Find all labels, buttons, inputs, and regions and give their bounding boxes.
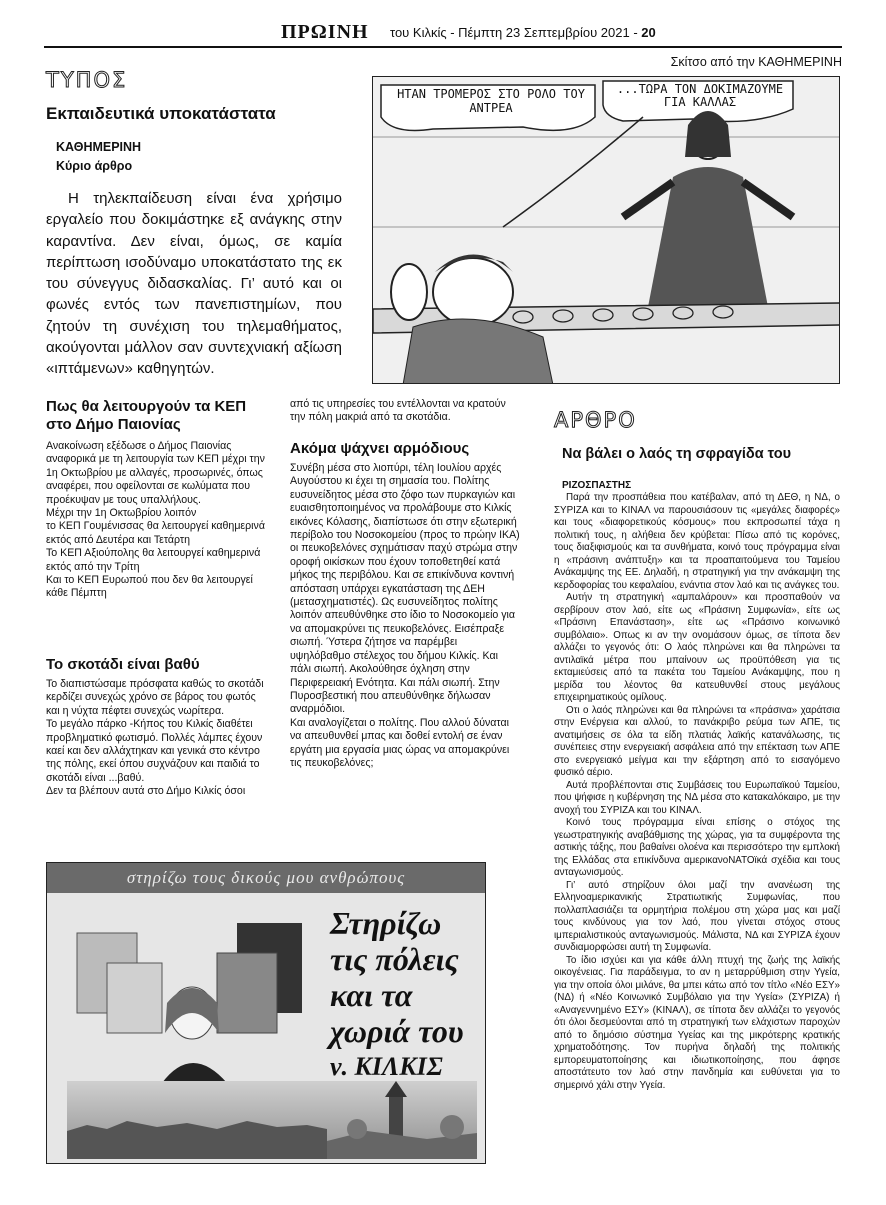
ad-line3: και τα [330,977,413,1013]
arthro-p7: Το ίδιο ισχύει και για κάθε άλλη πτυχή της ζωής της λαϊκής οικογένειας. Για παράδειγμα, το αν η μεταρρύθμιση στην Υγεία, για την οποία όλοι μιλάνε, θα μπει κάτω από τον τίτλο «Νέο ΕΣΥ» (ΝΔ) ή «Νέο Κοινωνικό Συμβόλαιο για την Υγεία» (ΣΥΡΙΖΑ) ή «Αναγεννημένο ΕΣΥ» (ΚΙΝΑΛ), σε τίποτα δεν αλλάζει το γεγονός ότι όλοι δεσμεύονται από τη στρατηγική των ελάχιστων παροχών από το δημόσιο σύστημα Υγείας και της μικρότερης κρατικής χρηματοδότησης. Τον πυρήνα δηλαδή της πολιτικής εμπορευματοποίησης και ιδιωτικοποίησης, που άφησε αποστάτευτο τον λαό στην πανδημία και ευθύνεται για το σημερινό χάλι στην Υγεία. [554,954,840,1091]
typos-subsource: Κύριο άρθρο [56,159,133,173]
typos-body: Η τηλεκπαίδευση είναι ένα χρήσιμο εργαλείο που δοκιμάστηκε εξ ανάγκης στην καραντίνα. Δεν είναι, όμως, σε καμία περίπτωση ισοδύναμο υποκατάστατο της εκ του σύνεγγυς διδασκαλίας. Γι’ αυτό και οι φωνές εντός των πανεπιστημίων, που ζητούν τη συνέχιση του τηλεμαθήματος, ακούγονται μάλλον σαν συντεχνιακή αξίωση «ιπτάμενων» καθηγητών. [46,190,342,378]
cartoon-bubble-right: ...ΤΩΡΑ ΤΟΝ ΔΟΚΙΜΑΖΟΥΜΕ ΓΙΑ ΚΑΛΛΑΣ [616,82,784,109]
arthro-p4: Αυτά προβλέπονται στις Συμβάσεις του Ευρωπαϊκού Ταμείου, που ψήφισε η κυβέρνηση της ΝΔ μέσα στο κατακαλόκαιρο, με την ανοχή του ΣΥΡΙΖΑ και του ΚΙΝΑΛ. [554,779,840,816]
armodious-p1: Συνέβη μέσα στο λιοπύρι, τέλη Ιουλίου αρχές Αυγούστου κι έχει τη σημασία του. Πολίτης ευσυνείδητος μέσα στο ζόφο των πυρκαγιών και ευαισθητοποιημένος να προλάβουμε στο Κιλκίς εικόνες Κόλασης, διαπίστωσε ότι στην εξωτερική περίβολο του Νοσοκομείου (προς το πρώην ΙΚΑ) οι πευκοβελόνες σχημάτισαν παχύ στρώμα στην οροφή οικίσκων που έχουν τοποθετηθεί κατά μήκος της περιβόλου. Και σε επικίνδυνα κοντινή απόσταση υπάρχει εγκατάσταση της ΔΕΗ (μετασχηματιστές). Ως ευσυνείδητος πολίτης λοιπόν απευθύνθηκε στο ίδιο το Νοσοκομείο για να απομακρύνει τις πευκοβελόνες. Εισέπραξε σιωπή. Ύστερα ζήτησε να παρέμβει υψηλόβαθμο στέλεχος του δήμου Κιλκίς. Και πάλι σιωπή. Ακολούθησε όχληση στην Περιφερειακή Ενότητα. Και πάλι σιωπή. Στην Πυροσβεστική που απευθύνθηκε δήλωσαν αναρμόδιοι. [290,462,520,716]
ad-line2: τις πόλεις [330,941,459,977]
arthro-p1: Παρά την προσπάθεια που κατέβαλαν, από τη ΔΕΘ, η ΝΔ, ο ΣΥΡΙΖΑ και το ΚΙΝΑΛ να παρουσιάσουν τις «μεγάλες διαφορές» και τους «διαφορετικούς κόσμους» που εκπροσωπεί τάχα η πολιτική τους, η αλήθεια δεν κρύβεται: Πίσω από τις κορόνες, τους διαξιφισμούς και τα συνθήματα, κοινό τους πρόγραμμα είναι η «πράσινη ανάπτυξη» και τα προαπαιτούμενα του Ταμείου Ανάκαμψης της ΕΕ. Δηλαδή, η στρατηγική για την ανάκαμψη της κερδοφορίας του κεφαλαίου, ενάντια στον λαό και τις ανάγκες του. [554,492,840,591]
advertisement [46,862,486,1164]
skotadi-p1: Το διαπιστώσαμε πρόσφατα καθώς το σκοτάδι κερδίζει συνεχώς χρόνο σε βάρος του φωτός και η νύχτα πέφτει συνεχώς νωρίτερα. [46,678,264,717]
ad-line1: Στηρίζω [330,905,442,941]
cartoon-bubble-left: ΗΤΑΝ ΤΡΟΜΕΡΟΣ ΣΤΟ ΡΟΛΟ ΤΟΥ ΑΝΤΡΕΑ [397,87,585,115]
kep-body [46,440,272,601]
ad-line5: ν. ΚΙΛΚΙΣ [330,1052,443,1081]
arthro-p3: Οτι ο λαός πληρώνει και θα πληρώνει τα «πράσινα» χαράτσια στην Ενέργεια και αλλού, το πανάκριβο ρεύμα των ΑΠΕ, τις ανατιμήσεις σε όλα τα είδη πλατιάς λαϊκής κατανάλωσης, τις συνέπειες στην ενεργειακή ασφάλεια από την επέκταση των ΑΠΕ στο ενεργειακό μείγμα και την εξάρτηση από το εισαγόμενο φυσικό αέριο. [554,704,840,778]
arthro-body [554,492,840,1092]
sketch-source: Σκίτσο από την ΚΑΘΗΜΕΡΙΝΗ [670,55,842,69]
page-number: 20 [641,25,656,40]
header-dateline-text: του Κιλκίς - Πέμπτη 23 Σεπτεμβρίου 2021 - [390,25,638,40]
skotadi-title: Το σκοτάδι είναι βαθύ [46,656,200,673]
shopping-woman-image [67,903,317,1083]
page-header [44,18,842,48]
typos-source: ΚΑΘΗΜΕΡΙΝΗ [56,140,142,154]
city-skyline [67,1081,477,1159]
kep-title [46,398,246,434]
skotadi-p3: Δεν τα βλέπουν αυτά στο Δήμο Κιλκίς όσοι [46,785,246,798]
kep-p2: Μέχρι την 1η Οκτωβρίου λοιπόν [46,507,197,520]
kep-title-line1: Πως θα λειτουργούν τα ΚΕΠ [46,398,247,415]
arthro-source: ΡΙΖΟΣΠΑΣΤΗΣ [562,480,632,491]
kep-p3: το ΚΕΠ Γουμένισσας θα λειτουργεί καθημερινά εκτός από Δευτέρα και Τετάρτη [46,520,265,546]
ad-headline [330,905,480,1085]
armodious-title: Ακόμα ψάχνει αρμόδιους [290,440,470,457]
skotadi-body [46,678,272,799]
skotadi-p2: Το μεγάλο πάρκο -Κήπος του Κιλκίς διαθέτει προβληματικό φωτισμό. Πολλές λάμπες έχουν καεί και δεν αλλάχτηκαν και γενικά στο κέντρο της πόλης, εκεί όπου συχνάζουν και παιδιά το σκοτάδι είναι ...βαθύ. [46,718,263,784]
kep-p1: Ανακοίνωση εξέδωσε ο Δήμος Παιονίας αναφορικά με τη λειτουργία των ΚΕΠ μέχρι την 1η Οκτωβρίου με αλλαγές, προσωρινές, όπως αναφέρει, που οφείλονται σε κωλύματα που προέκυψαν με τους υπαλλήλους. [46,440,265,506]
ad-line4: χωριά του [330,1013,464,1049]
cartoon [372,76,840,384]
typos-section-label: ΤΥΠΟΣ [46,68,128,92]
arthro-p6: Γι’ αυτό στηρίζουν όλοι μαζί την ανανέωση της Ελληνοαμερικανικής Στρατιωτικής Συμφωνίας, που πολλαπλασιάζει τα ορμητήρια πολέμου στη χώρα μας και μαζί τους κινδύνους για τον λαό, που γίνεται στόχος στους ιμπεριαλιστικούς ανταγωνισμούς. Μάλιστα, ΝΔ και ΣΥΡΙΖΑ έχουν συνδιαμορφώσει αυτή τη Συμφωνία. [554,879,840,953]
arthro-section-label: ΑΡΘΡΟ [554,408,637,432]
header-dateline [390,25,656,40]
arthro-title: Να βάλει ο λαός τη σφραγίδα του [562,446,792,462]
ad-tagline: στηρίζω τους δικούς μου ανθρώπους [47,863,485,893]
masthead: ΠΡΩΙΝΗ [281,21,369,43]
city-photo [67,1081,477,1159]
typos-title: Εκπαιδευτικά υποκατάστατα [46,104,276,123]
cartoon-drawing [373,77,840,384]
skotadi-continued: από τις υπηρεσίες του εντέλλονται να κρατούν την πόλη μακριά από τα σκοτάδια. [290,398,506,424]
kep-title-line2: στο Δήμο Παιονίας [46,416,181,433]
arthro-p5: Κοινό τους πρόγραμμα είναι επίσης ο στόχος της γεωστρατηγικής αναβάθμισης της χώρας, για τα συμφέροντα της αστικής τάξης, που βαθαίνει ολοένα και περισσότερο την εμπλοκή της Ελλάδας στα επικίνδυνα αμερικανοΝΑΤΟϊκά σχέδια και τους ανταγωνισμούς. [554,817,840,878]
kep-p5: Και το ΚΕΠ Ευρωπού που δεν θα λειτουργεί κάθε Πέμπτη [46,574,253,600]
kep-p4: Το ΚΕΠ Αξιούπολης θα λειτουργεί καθημερινά εκτός από την Τρίτη [46,547,261,573]
armodious-p2: Και αναλογίζεται ο πολίτης. Που αλλού δύναται να απευθυνθεί μπας και δοθεί εντολή σε έναν εργάτη μια εργασία μιας ώρας να απομακρύνει τις πευκοβελόνες; [290,716,510,769]
armodious-body [290,462,520,770]
arthro-p2: Αυτήν τη στρατηγική «αμπαλάρουν» και προσπαθούν να σερβίρουν στον λαό, είτε ως «Πράσινη Συμφωνία», είτε ως «Πράσινη Επανάσταση», είτε ως «Πράσινο κοινωνικό συμβόλαιο». Οπως κι αν την ονομάσουν όμως, σε τίποτα δεν αλλάζει το γεγονός ότι: Ο λαός πληρώνει και θα πληρώνει τα αντιλαϊκά μέτρα που μπαίνουν ως προϋπόθεση για τις εκταμιεύσεις από τα πακέτα του Ταμείου Ανάκαμψης, που η μερίδα του λέοντος θα κατευθυνθεί στους μεγάλους επιχειρηματικούς ομίλους. [554,592,840,703]
